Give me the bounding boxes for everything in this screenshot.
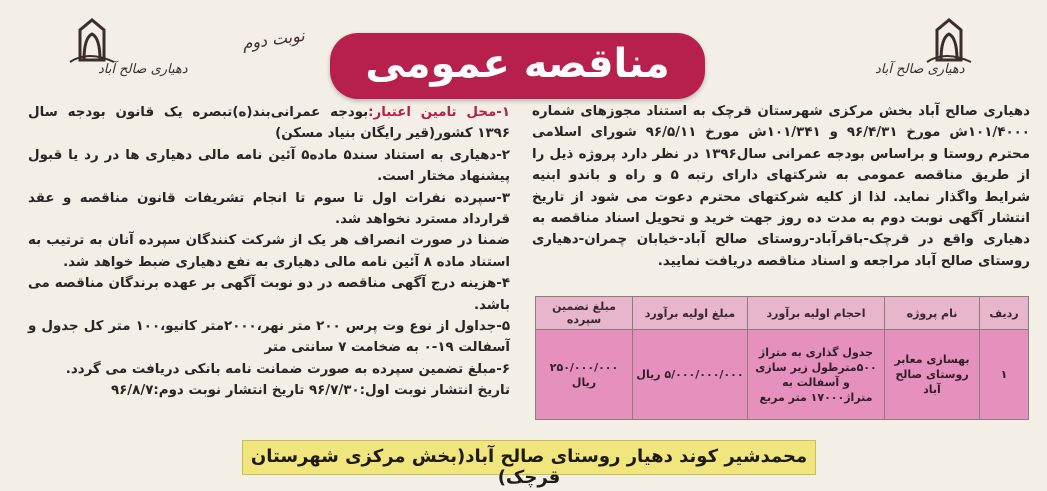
cell-project-name: بهسازی معابر روستای صالح آباد <box>885 330 980 420</box>
condition-item <box>28 102 510 145</box>
condition-item: ۲-دهیاری به استناد سند۵ ماده۵ آئین نامه مالی دهیاری ها در رد یا قبول پیشنهاد مختار است. <box>28 147 510 185</box>
logo-left <box>60 12 188 92</box>
header-estimate: مبلغ اولیه برآورد <box>633 297 748 330</box>
header-guarantee: مبلغ تضمین سپرده <box>536 297 633 330</box>
condition-item: ۵-جداول از نوع وت پرس ۲۰۰ متر نهر،۲۰۰۰متر کانیو،۱۰۰ متر کل جدول و آسفالت ۱۹-۰ به ضخامت ۷ سانتی متر <box>28 319 510 356</box>
condition-item: تاریخ انتشار نوبت اول:۹۶/۷/۳۰ تاریخ انتشار نوبت دوم:۹۶/۸/۷ <box>110 383 510 399</box>
condition-item: ۴-هزینه درج آگهی مناقصه در دو نوبت آگهی بر عهده برندگان مناقصه می باشد. <box>28 276 510 313</box>
title-banner <box>330 33 705 99</box>
condition-item: ۳-سپرده نفرات اول تا سوم تا انجام تشریفات قانون مناقصه و عقد قرارداد مسترد نخواهد شد. <box>28 190 510 228</box>
header-volume: احجام اولیه برآورد <box>748 297 885 330</box>
condition-text: بودجه عمرانی‌بند(ه)تبصره یک قانون بودجه سال ۱۳۹۶ کشور(قیر رایگان بنیاد مسکن) <box>28 105 510 142</box>
conditions-column <box>28 102 510 402</box>
logo-right <box>867 12 987 92</box>
project-table <box>535 296 1029 420</box>
intro-paragraph: دهیاری صالح آباد بخش مرکزی شهرستان قرچک به استناد مجوزهای شماره ۱۰۱/۴۰۰۰ش مورخ ۹۶/۴/۳۱ و ۱۰۱/۳۴۱ش مورخ ۹۶/۵/۱۱ شورای اسلامی محترم روستا و براساس بودجه عمرانی سال۱۳۹۶ در نظر دارد پروژه ذیل را از طریق مناقصه عمومی به شرکتهای دارای رتبه ۵ و راه و باندو ابنیه شرایط واگذار نماید. لذا از کلیه شرکتهای محترم دعوت می شود از تاریخ انتشار آگهی نوبت دوم به مدت ده روز جهت خرید و تحویل اسناد مناقصه به دهیاری واقع در قرچک-باقرآباد-روستای صالح آباد-خیابان چمران-دهیاری روستای صالح آباد مراجعه و اسناد مناقصه دریافت نمایید. <box>532 104 1030 269</box>
cell-volume: جدول گذاری به متراژ ۵۰۰مترطول زیر سازی و آسفالت به متراژ۱۷۰۰۰ متر مربع <box>748 330 885 420</box>
cell-row-number: ۱ <box>980 330 1029 420</box>
logo-left-text: دهیاری صالح آباد <box>98 62 188 77</box>
page-title: مناقصه عمومی <box>365 41 670 87</box>
cell-guarantee: ۲۵۰/۰۰۰/۰۰۰ ریال <box>536 330 633 420</box>
condition-item: ضمنا در صورت انصراف هر یک از شرکت کنندگان سپرده آنان به ترتیب به استناد ماده ۸ آئین نامه مالی دهیاری به نفع دهیاری ضبط خواهد شد. <box>28 233 510 270</box>
cell-estimate: ۵/۰۰۰/۰۰۰/۰۰۰ ریال <box>633 330 748 420</box>
header-project-name: نام پروژه <box>885 297 980 330</box>
right-column <box>532 101 1030 272</box>
table-header-row <box>536 297 1029 330</box>
signature-banner <box>242 440 816 488</box>
round-label: نوبت دوم <box>240 25 306 54</box>
condition-item: ۶-مبلغ تضمین سپرده به صورت ضمانت نامه بانکی دریافت می گردد. <box>65 361 510 377</box>
logo-right-text: دهیاری صالح آباد <box>875 62 965 77</box>
table-row <box>536 330 1029 420</box>
condition-label: ۱-محل تامین اعتبار: <box>368 105 510 120</box>
header-row-number: ردیف <box>980 297 1029 330</box>
signature-text: محمدشیر کوند دهیار روستای صالح آباد(بخش مرکزی شهرستان قرچک) <box>250 446 808 488</box>
